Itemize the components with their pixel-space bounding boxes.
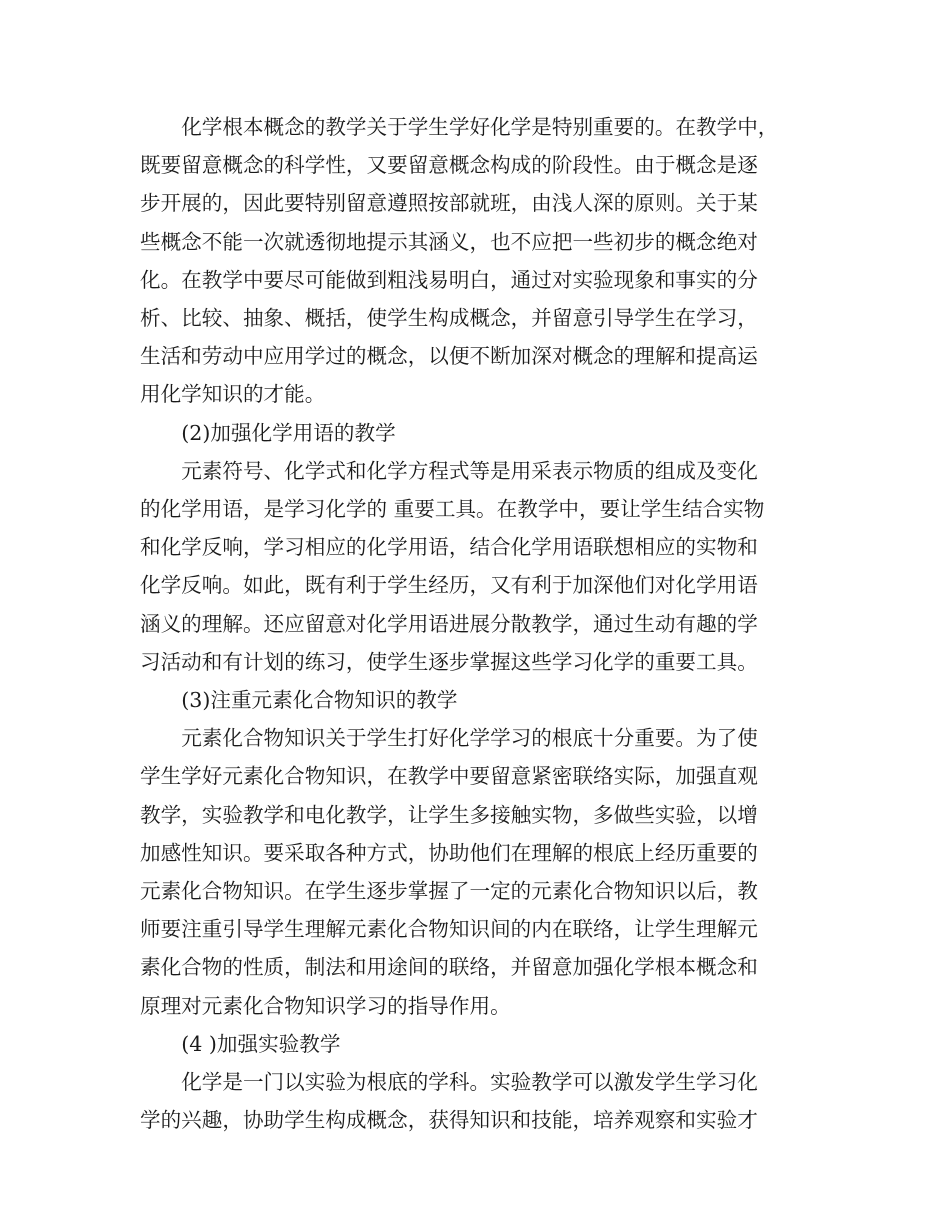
paragraph-concepts: [140, 108, 830, 414]
text-line: 化。在教学中要尽可能做到粗浅易明白，通过对实验现象和事实的分: [140, 267, 758, 292]
heading-text: (3)注重元素化合物知识的教学: [181, 688, 458, 713]
text-line: 化学反响。如此，既有利于学生经历，又有利于加深他们对化学用语: [140, 573, 758, 598]
text-line: 些概念不能一次就透彻地提示其涵义，也不应把一些初步的概念绝对: [140, 229, 758, 254]
text-line: 和化学反响，学习相应的化学用语，结合化学用语联想相应的实物和: [140, 535, 758, 560]
text-line: 用化学知识的才能。: [140, 382, 326, 407]
text-line: 学的兴趣，协助学生构成概念，获得知识和技能，培养观察和实验才: [140, 1108, 758, 1133]
paragraph-chemical-language: [140, 452, 830, 681]
text-line: 元素化合物知识关于学生打好化学学习的根底十分重要。为了使: [181, 726, 758, 751]
text-line: 的化学用语，是学习化学的 重要工具。在教学中，要让学生结合实物: [140, 497, 765, 522]
heading-text: (2)加强化学用语的教学: [181, 420, 396, 445]
text-line: 析、比较、抽象、概括，使学生构成概念，并留意引导学生在学习，: [140, 306, 758, 331]
paragraph-element-compounds: [140, 719, 830, 1025]
text-line: 既要留意概念的科学性，又要留意概念构成的阶段性。由于概念是逐: [140, 153, 758, 178]
text-line: 素化合物的性质，制法和用途间的联络，并留意加强化学根本概念和: [140, 955, 758, 980]
text-line: 原理对元素化合物知识学习的指导作用。: [140, 993, 511, 1018]
text-line: 加感性知识。要采取各种方式，协助他们在理解的根底上经历重要的: [140, 840, 758, 865]
text-line: 涵义的理解。还应留意对化学用语进展分散教学，通过生动有趣的学: [140, 611, 758, 636]
text-line: 教学，实验教学和电化教学，让学生多接触实物，多做些实验，以增: [140, 802, 758, 827]
section-heading-4: [140, 1025, 830, 1063]
text-line: 元素化合物知识。在学生逐步掌握了一定的元素化合物知识以后，教: [140, 879, 758, 904]
heading-text: (4 )加强实验教学: [181, 1031, 341, 1056]
text-line: 化学根本概念的教学关于学生学好化学是特别重要的。在教学中，: [181, 115, 779, 139]
text-line: 习活动和有计划的练习，使学生逐步掌握这些学习化学的重要工具。: [140, 649, 758, 674]
text-line: 元素符号、化学式和化学方程式等是用采表示物质的组成及变化: [181, 458, 758, 483]
section-heading-2: [140, 414, 830, 452]
paragraph-experiment-teaching: [140, 1063, 830, 1139]
text-line: 学生学好元素化合物知识，在教学中要留意紧密联络实际，加强直观: [140, 764, 758, 789]
text-line: 师要注重引导学生理解元素化合物知识间的内在联络，让学生理解元: [140, 917, 758, 942]
text-line: 生活和劳动中应用学过的概念，以便不断加深对概念的理解和提高运: [140, 344, 758, 369]
section-heading-3: [140, 681, 830, 719]
text-line: 化学是一门以实验为根底的学科。实验教学可以激发学生学习化: [181, 1070, 758, 1095]
document-body: [140, 108, 830, 1139]
text-line: 步开展的，因此要特别留意遵照按部就班，由浅人深的原则。关于某: [140, 191, 758, 216]
